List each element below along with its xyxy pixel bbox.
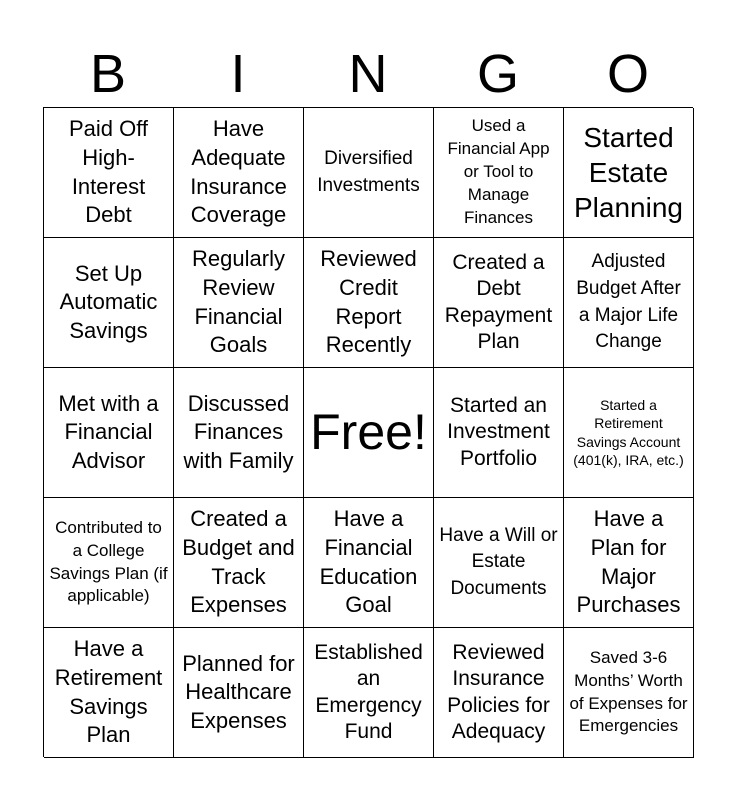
bingo-cell[interactable] [174,498,304,628]
bingo-cell-label: Have a Retirement Savings Plan [54,636,163,748]
bingo-cell[interactable] [44,238,174,368]
bingo-cell[interactable] [44,628,174,758]
bingo-cell-label: Established an Emergency Fund [314,641,423,743]
bingo-cell-label: Created a Debt Repayment Plan [444,251,553,353]
bingo-cell-label: Adjusted Budget After a Major Life Change [576,251,681,353]
bingo-cell-label: Started an Investment Portfolio [447,394,550,470]
bingo-cell-label: Created a Budget and Track Expenses [182,506,295,618]
bingo-cell[interactable] [434,628,564,758]
bingo-cell[interactable] [434,238,564,368]
bingo-cell-label: Started a Retirement Savings Account (401(k), IRA, etc.) [573,396,684,468]
free-space-label: Free! [310,404,427,460]
bingo-cell[interactable] [434,498,564,628]
header-letter-i: I [230,44,246,104]
bingo-cell-label: Planned for Healthcare Expenses [182,650,295,733]
bingo-cell[interactable] [304,238,434,368]
bingo-cell-label: Have a Financial Education Goal [319,506,418,618]
bingo-cell[interactable] [174,368,304,498]
bingo-cell-label: Have Adequate Insurance Coverage [190,116,287,228]
bingo-cell-label: Reviewed Credit Report Recently [320,246,417,358]
bingo-cell[interactable] [44,498,174,628]
bingo-cell[interactable] [174,628,304,758]
bingo-cell[interactable] [434,368,564,498]
bingo-cell[interactable] [434,108,564,238]
bingo-cell-label: Started Estate Planning [574,122,683,223]
bingo-cell[interactable] [564,368,694,498]
bingo-cell[interactable] [174,238,304,368]
bingo-cell[interactable] [174,108,304,238]
bingo-cell-label: Set Up Automatic Savings [59,260,158,343]
bingo-cell-label: Contributed to a College Savings Plan (if applicable) [49,517,168,606]
bingo-cell[interactable] [304,108,434,238]
bingo-cell[interactable] [564,628,694,758]
header-letter-o: O [606,44,649,104]
bingo-cell[interactable] [564,238,694,368]
bingo-header [43,40,693,108]
bingo-cell-label: Have a Will or Estate Documents [439,524,558,599]
bingo-cell[interactable] [44,368,174,498]
bingo-cell-label: Saved 3-6 Months’ Worth of Expenses for Emergencies [569,647,688,736]
bingo-cell[interactable] [564,108,694,238]
free-space-cell[interactable] [304,368,434,498]
bingo-cell-label: Have a Plan for Major Purchases [576,506,681,618]
bingo-cell-label: Paid Off High-Interest Debt [68,116,149,228]
bingo-cell[interactable] [564,498,694,628]
bingo-cell[interactable] [304,498,434,628]
bingo-cell-label: Met with a Financial Advisor [58,390,159,473]
bingo-cell[interactable] [304,628,434,758]
header-letter-n: N [348,44,388,104]
bingo-cell-label: Regularly Review Financial Goals [192,246,285,358]
bingo-cell-label: Diversified Investments [317,147,420,196]
bingo-cell-label: Reviewed Insurance Policies for Adequacy [447,641,550,743]
header-letter-b: B [89,44,127,104]
header-letter-g: G [476,44,519,104]
bingo-grid [43,107,693,757]
bingo-cell-label: Used a Financial App or Tool to Manage Finances [447,116,550,227]
bingo-cell-label: Discussed Finances with Family [183,390,294,473]
bingo-cell[interactable] [44,108,174,238]
